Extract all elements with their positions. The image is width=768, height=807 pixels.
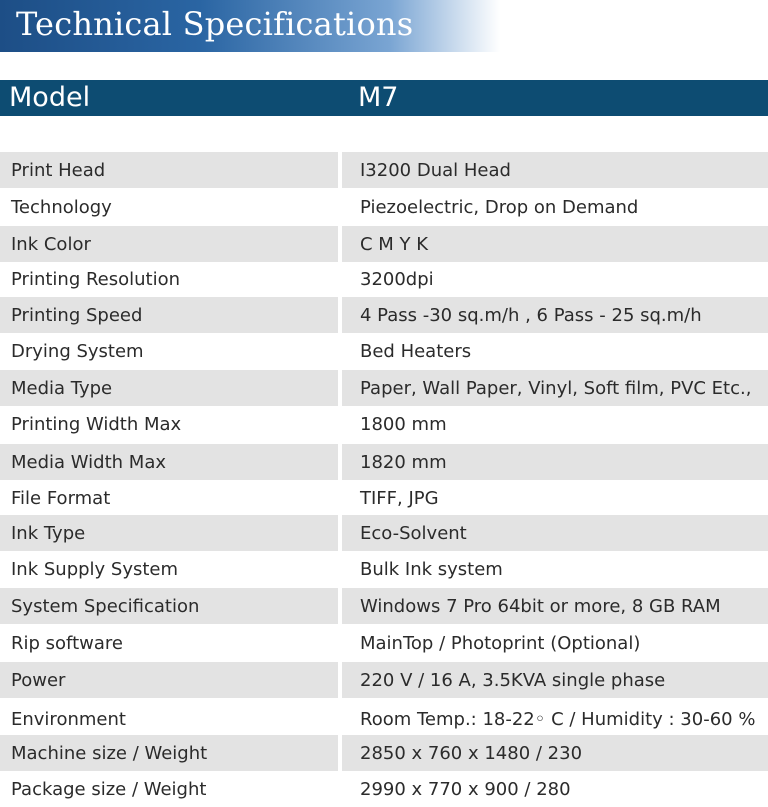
spec-label: Machine size / Weight bbox=[0, 735, 338, 771]
spec-row-machine-size bbox=[0, 735, 768, 771]
spec-row-media-width-max bbox=[0, 444, 768, 480]
spec-value: C M Y K bbox=[342, 226, 768, 262]
spec-row-printing-speed bbox=[0, 297, 768, 333]
spec-row-power bbox=[0, 662, 768, 698]
spec-label: Media Width Max bbox=[0, 444, 338, 480]
spec-label: Technology bbox=[11, 196, 112, 218]
spec-label: Print Head bbox=[0, 152, 338, 188]
spec-row-system-specification bbox=[0, 588, 768, 624]
spec-value: MainTop / Photoprint (Optional) bbox=[360, 632, 641, 654]
spec-label: Ink Color bbox=[0, 226, 338, 262]
spec-row-ink-supply-system bbox=[0, 551, 768, 587]
spec-label: Drying System bbox=[11, 340, 144, 362]
spec-row-ink-color bbox=[0, 226, 768, 262]
spec-label: File Format bbox=[11, 487, 111, 509]
model-header-bar bbox=[0, 80, 768, 116]
model-label: Model bbox=[9, 82, 91, 113]
spec-value: Eco-Solvent bbox=[342, 515, 768, 551]
spec-label: Printing Resolution bbox=[11, 268, 181, 290]
spec-value: Piezoelectric, Drop on Demand bbox=[360, 196, 639, 218]
spec-table bbox=[0, 152, 768, 806]
spec-row-printing-resolution bbox=[0, 261, 768, 297]
spec-row-environment bbox=[0, 701, 768, 737]
spec-row-printing-width-max bbox=[0, 405, 768, 443]
spec-label: Package size / Weight bbox=[11, 778, 207, 800]
spec-value: 2850 x 760 x 1480 / 230 bbox=[342, 735, 768, 771]
spec-value: Bed Heaters bbox=[360, 340, 472, 362]
spec-row-print-head bbox=[0, 152, 768, 188]
spec-label: System Specification bbox=[0, 588, 338, 624]
spec-value: Windows 7 Pro 64bit or more, 8 GB RAM bbox=[342, 588, 768, 624]
spec-value: I3200 Dual Head bbox=[342, 152, 768, 188]
spec-row-file-format bbox=[0, 480, 768, 516]
spec-label: Printing Speed bbox=[0, 297, 338, 333]
spec-label: Ink Type bbox=[0, 515, 338, 551]
page-title: Technical Specifications bbox=[16, 5, 414, 43]
spec-value: 1820 mm bbox=[342, 444, 768, 480]
spec-label: Rip software bbox=[11, 632, 123, 654]
title-banner bbox=[0, 0, 500, 52]
spec-row-technology bbox=[0, 189, 768, 225]
spec-value: Room Temp.: 18-22◦ C / Humidity : 30-60 % bbox=[360, 708, 756, 730]
spec-label: Environment bbox=[11, 708, 126, 730]
spec-label: Ink Supply System bbox=[11, 558, 179, 580]
spec-value: 2990 x 770 x 900 / 280 bbox=[360, 778, 571, 800]
spec-label: Printing Width Max bbox=[11, 413, 182, 435]
spec-label: Power bbox=[0, 662, 338, 698]
model-value: M7 bbox=[358, 82, 399, 113]
spec-label: Media Type bbox=[0, 370, 338, 406]
spec-value: 220 V / 16 A, 3.5KVA single phase bbox=[342, 662, 768, 698]
spec-row-drying-system bbox=[0, 333, 768, 369]
spec-row-package-size bbox=[0, 771, 768, 807]
spec-row-media-type bbox=[0, 370, 768, 406]
spec-value: 1800 mm bbox=[360, 413, 447, 435]
spec-value: Paper, Wall Paper, Vinyl, Soft film, PVC Etc., bbox=[342, 370, 768, 406]
spec-value: 4 Pass -30 sq.m/h , 6 Pass - 25 sq.m/h bbox=[342, 297, 768, 333]
spec-value: Bulk Ink system bbox=[360, 558, 503, 580]
spec-value: TIFF, JPG bbox=[360, 487, 439, 509]
spec-row-ink-type bbox=[0, 515, 768, 551]
spec-row-rip-software bbox=[0, 625, 768, 661]
spec-value: 3200dpi bbox=[360, 268, 434, 290]
